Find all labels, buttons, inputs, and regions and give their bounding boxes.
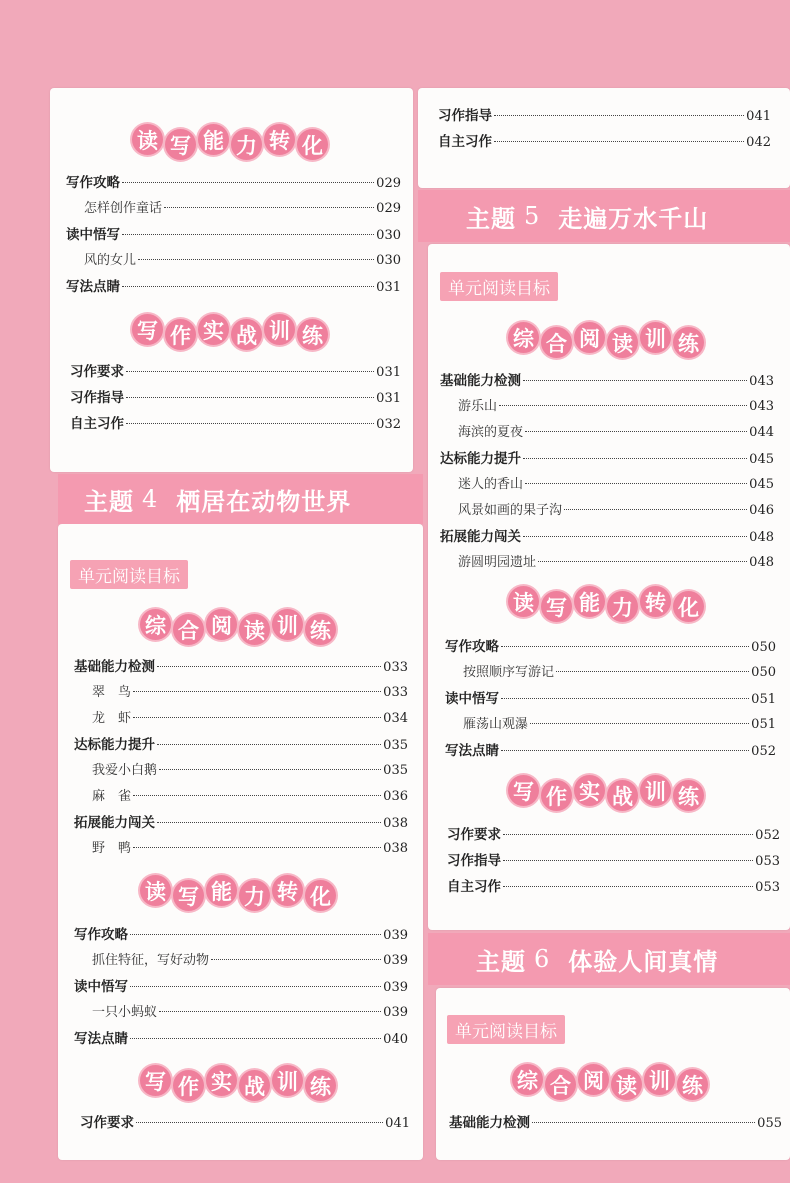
toc-entry[interactable] — [84, 249, 401, 268]
section-title — [508, 775, 704, 811]
toc-entry-title: 一只小蚂蚁 — [92, 1005, 158, 1020]
toc-entry-page: 042 — [746, 135, 771, 150]
unit-goal-label-right-2: 单元阅读目标 — [447, 1015, 565, 1044]
section-title-char: 训 — [264, 314, 295, 345]
leader-dots — [523, 380, 747, 381]
section-title-char: 读 — [607, 327, 638, 358]
section-title-char: 训 — [640, 322, 671, 353]
toc-entry-page: 051 — [751, 692, 776, 707]
toc-entry[interactable] — [445, 739, 776, 759]
toc-entry-title: 龙 虾 — [92, 711, 132, 726]
leader-dots — [138, 259, 374, 260]
toc-entry-page: 031 — [376, 280, 401, 295]
toc-entry[interactable] — [458, 499, 774, 518]
toc-entry-title: 风的女儿 — [84, 253, 137, 268]
toc-entry[interactable] — [438, 104, 771, 124]
leader-dots — [122, 234, 374, 235]
section-title-char: 合 — [541, 327, 572, 358]
toc-entry-page: 053 — [755, 854, 780, 869]
toc-entry-page: 053 — [755, 880, 780, 895]
toc-entry[interactable] — [458, 473, 774, 492]
toc-entry-title: 习作要求 — [70, 364, 124, 380]
leader-dots — [133, 795, 381, 796]
toc-entry[interactable] — [84, 197, 401, 216]
toc-entry-page: 032 — [376, 417, 401, 432]
toc-entry-page: 039 — [383, 928, 408, 943]
leader-dots — [126, 371, 374, 372]
section-title-char: 写 — [165, 129, 196, 160]
toc-entry[interactable] — [70, 386, 401, 406]
section-title-char: 力 — [231, 129, 262, 160]
toc-entry-title: 游圆明园遗址 — [458, 555, 537, 570]
toc-entry-page: 045 — [749, 452, 774, 467]
toc-entry[interactable] — [445, 687, 776, 707]
toc-entry-page: 029 — [376, 176, 401, 191]
toc-entry[interactable] — [458, 551, 774, 570]
theme-4-band — [58, 474, 423, 524]
toc-entry-title: 麻 雀 — [92, 789, 132, 804]
toc-entry-title: 怎样创作童话 — [84, 201, 163, 216]
section-title-char: 读 — [132, 124, 163, 155]
toc-entry-title: 写法点睛 — [74, 1031, 128, 1047]
toc-entry-title: 海滨的夏夜 — [458, 425, 524, 440]
toc-entry[interactable] — [80, 1111, 410, 1131]
theme-6-label: 主题 — [476, 947, 526, 976]
toc-entry-title: 读中悟写 — [66, 227, 120, 243]
toc-entry-page: 033 — [383, 660, 408, 675]
section-title-char: 写 — [541, 591, 572, 622]
toc-entry[interactable] — [458, 395, 774, 414]
leader-dots — [159, 769, 381, 770]
toc-entry-title: 我爱小白鹅 — [92, 763, 158, 778]
toc-entry[interactable] — [74, 733, 408, 753]
section-title-char: 读 — [508, 586, 539, 617]
section-title-char: 阅 — [574, 322, 605, 353]
toc-entry-page: 031 — [376, 365, 401, 380]
toc-entry-page: 035 — [383, 738, 408, 753]
leader-dots — [159, 1011, 381, 1012]
toc-entry[interactable] — [74, 811, 408, 831]
section-title-char: 综 — [512, 1064, 543, 1095]
section-title — [140, 875, 336, 911]
section-title-char: 作 — [173, 1070, 204, 1101]
section-title-char: 练 — [305, 614, 336, 645]
leader-dots — [133, 717, 381, 718]
leader-dots — [157, 744, 381, 745]
toc-entry[interactable] — [440, 525, 774, 545]
toc-entry[interactable] — [92, 949, 408, 968]
toc-entry[interactable] — [463, 713, 776, 732]
section-title — [140, 609, 336, 645]
toc-entry[interactable] — [92, 681, 408, 700]
leader-dots — [126, 423, 374, 424]
leader-dots — [523, 536, 747, 537]
toc-entry-page: 030 — [376, 228, 401, 243]
toc-entry-title: 风景如画的果子沟 — [458, 503, 563, 518]
toc-entry-title: 抓住特征，写好动物 — [92, 953, 210, 968]
toc-entry-title: 基础能力检测 — [440, 373, 521, 389]
leader-dots — [157, 822, 381, 823]
toc-entry-page: 039 — [383, 980, 408, 995]
section-title-char: 练 — [673, 780, 704, 811]
leader-dots — [136, 1122, 383, 1123]
section-title-char: 合 — [173, 614, 204, 645]
section-title-char: 写 — [132, 314, 163, 345]
toc-entry[interactable] — [66, 171, 401, 191]
toc-entry-title: 写作攻略 — [66, 175, 120, 191]
leader-dots — [525, 483, 747, 484]
toc-entry[interactable] — [447, 823, 780, 843]
leader-dots — [130, 986, 381, 987]
section-title-char: 综 — [140, 609, 171, 640]
toc-entry-title: 习作指导 — [438, 108, 492, 124]
toc-entry-title: 基础能力检测 — [449, 1115, 530, 1131]
section-title — [508, 586, 704, 622]
leader-dots — [501, 750, 749, 751]
leader-dots — [503, 860, 753, 861]
leader-dots — [538, 561, 747, 562]
section-title — [508, 322, 704, 358]
leader-dots — [494, 115, 744, 116]
leader-dots — [126, 397, 374, 398]
section-title-char: 训 — [640, 775, 671, 806]
leader-dots — [523, 458, 747, 459]
toc-entry-page: 046 — [749, 503, 774, 518]
section-title-char: 能 — [206, 875, 237, 906]
toc-entry-title: 读中悟写 — [74, 979, 128, 995]
toc-entry[interactable] — [449, 1111, 782, 1131]
section-title-char: 能 — [574, 586, 605, 617]
toc-entry-page: 050 — [751, 640, 776, 655]
leader-dots — [133, 847, 381, 848]
theme-5-band — [418, 190, 790, 242]
section-title-char: 转 — [264, 124, 295, 155]
section-title-char: 练 — [673, 327, 704, 358]
section-title-char: 练 — [677, 1069, 708, 1100]
toc-entry-title: 写法点睛 — [66, 279, 120, 295]
section-title-char: 化 — [297, 129, 328, 160]
toc-entry-page: 036 — [383, 789, 408, 804]
toc-entry-page: 041 — [746, 109, 771, 124]
theme-6-title: 体验人间真情 — [568, 947, 719, 976]
theme-4-label: 主题 — [84, 487, 134, 516]
leader-dots — [503, 886, 753, 887]
toc-entry-title: 基础能力检测 — [74, 659, 155, 675]
section-title-char: 练 — [305, 1070, 336, 1101]
leader-dots — [501, 698, 749, 699]
toc-entry-page: 034 — [383, 711, 408, 726]
toc-entry-page: 041 — [385, 1116, 410, 1131]
section-title-char: 阅 — [206, 609, 237, 640]
toc-entry-page: 048 — [749, 555, 774, 570]
toc-entry[interactable] — [66, 223, 401, 243]
section-title — [132, 314, 328, 350]
toc-entry[interactable] — [74, 1027, 408, 1047]
toc-entry-title: 习作要求 — [447, 827, 501, 843]
section-title-char: 阅 — [578, 1064, 609, 1095]
leader-dots — [133, 691, 381, 692]
toc-entry-title: 自主习作 — [70, 416, 124, 432]
section-title — [140, 1065, 336, 1101]
toc-entry-page: 044 — [749, 425, 774, 440]
toc-entry[interactable] — [74, 655, 408, 675]
toc-entry-page: 052 — [751, 744, 776, 759]
toc-entry[interactable] — [92, 785, 408, 804]
unit-goal-label-left: 单元阅读目标 — [70, 560, 188, 589]
section-title-char: 战 — [607, 780, 638, 811]
toc-entry[interactable] — [447, 849, 780, 869]
toc-entry-title: 自主习作 — [447, 879, 501, 895]
section-title — [132, 124, 328, 160]
toc-entry[interactable] — [438, 130, 771, 150]
toc-entry-page: 031 — [376, 391, 401, 406]
toc-entry-title: 写作攻略 — [445, 639, 499, 655]
toc-entry-page: 055 — [757, 1116, 782, 1131]
section-title-char: 实 — [574, 775, 605, 806]
toc-entry-page: 030 — [376, 253, 401, 268]
toc-entry[interactable] — [70, 360, 401, 380]
leader-dots — [130, 1038, 381, 1039]
section-title-char: 训 — [644, 1064, 675, 1095]
section-title-char: 训 — [272, 609, 303, 640]
toc-entry-page: 050 — [751, 665, 776, 680]
leader-dots — [532, 1122, 755, 1123]
toc-entry-page: 038 — [383, 816, 408, 831]
section-title-char: 训 — [272, 1065, 303, 1096]
section-title-char: 转 — [272, 875, 303, 906]
toc-entry[interactable] — [447, 875, 780, 895]
toc-entry-title: 按照顺序写游记 — [463, 665, 555, 680]
leader-dots — [164, 207, 374, 208]
toc-entry-page: 033 — [383, 685, 408, 700]
toc-entry[interactable] — [463, 661, 776, 680]
toc-entry-page: 035 — [383, 763, 408, 778]
section-title-char: 实 — [198, 314, 229, 345]
unit-goal-label-right: 单元阅读目标 — [440, 272, 558, 301]
toc-entry-title: 达标能力提升 — [74, 737, 155, 753]
toc-entry[interactable] — [66, 275, 401, 295]
leader-dots — [122, 286, 374, 287]
leader-dots — [494, 141, 744, 142]
section-title-char: 读 — [611, 1069, 642, 1100]
toc-entry-title: 读中悟写 — [445, 691, 499, 707]
toc-entry[interactable] — [92, 707, 408, 726]
section-title-char: 战 — [231, 319, 262, 350]
leader-dots — [499, 405, 747, 406]
toc-entry-title: 游乐山 — [458, 399, 498, 414]
toc-entry-page: 043 — [749, 399, 774, 414]
section-title — [512, 1064, 708, 1100]
section-title-char: 力 — [607, 591, 638, 622]
toc-entry-title: 雁荡山观瀑 — [463, 717, 529, 732]
leader-dots — [564, 509, 747, 510]
toc-entry-title: 习作要求 — [80, 1115, 134, 1131]
section-title-char: 综 — [508, 322, 539, 353]
theme-5-title: 走遍万水千山 — [558, 204, 709, 233]
toc-entry[interactable] — [70, 412, 401, 432]
section-title-char: 作 — [165, 319, 196, 350]
toc-entry-page: 051 — [751, 717, 776, 732]
toc-entry-page: 039 — [383, 1005, 408, 1020]
toc-entry-page: 048 — [749, 530, 774, 545]
toc-entry[interactable] — [440, 369, 774, 389]
section-title-char: 转 — [640, 586, 671, 617]
leader-dots — [130, 934, 381, 935]
section-title-char: 能 — [198, 124, 229, 155]
theme-6-band — [428, 933, 790, 985]
leader-dots — [556, 671, 749, 672]
section-title-char: 化 — [673, 591, 704, 622]
toc-entry-title: 写法点睛 — [445, 743, 499, 759]
toc-entry-page: 029 — [376, 201, 401, 216]
toc-entry-title: 达标能力提升 — [440, 451, 521, 467]
section-title-char: 力 — [239, 880, 270, 911]
leader-dots — [157, 666, 381, 667]
toc-entry-page: 038 — [383, 841, 408, 856]
toc-entry-page: 045 — [749, 477, 774, 492]
section-title-char: 实 — [206, 1065, 237, 1096]
leader-dots — [122, 182, 374, 183]
toc-entry[interactable] — [440, 447, 774, 467]
toc-entry-title: 野 鸭 — [92, 841, 132, 856]
toc-entry[interactable] — [74, 923, 408, 943]
section-title-char: 写 — [173, 880, 204, 911]
toc-entry-title: 习作指导 — [70, 390, 124, 406]
section-title-char: 合 — [545, 1069, 576, 1100]
toc-entry-title: 迷人的香山 — [458, 477, 524, 492]
toc-entry-page: 052 — [755, 828, 780, 843]
toc-entry-title: 写作攻略 — [74, 927, 128, 943]
toc-entry-title: 拓展能力闯关 — [440, 529, 521, 545]
theme-4-number: 4 — [142, 485, 159, 513]
toc-entry[interactable] — [92, 837, 408, 856]
toc-entry[interactable] — [92, 759, 408, 778]
toc-entry-page: 043 — [749, 374, 774, 389]
leader-dots — [503, 834, 753, 835]
section-title-char: 读 — [140, 875, 171, 906]
section-title-char: 读 — [239, 614, 270, 645]
toc-entry[interactable] — [445, 635, 776, 655]
section-title-char: 练 — [297, 319, 328, 350]
leader-dots — [501, 646, 749, 647]
section-title-char: 写 — [140, 1065, 171, 1096]
section-title-char: 化 — [305, 880, 336, 911]
toc-entry[interactable] — [458, 421, 774, 440]
theme-6-number: 6 — [534, 945, 551, 973]
theme-4-title: 栖居在动物世界 — [176, 487, 352, 516]
section-title-char: 写 — [508, 775, 539, 806]
theme-5-label: 主题 — [466, 204, 516, 233]
theme-5-number: 5 — [524, 202, 541, 230]
toc-entry-page: 040 — [383, 1032, 408, 1047]
toc-entry[interactable] — [92, 1001, 408, 1020]
toc-entry-title: 拓展能力闯关 — [74, 815, 155, 831]
toc-entry-title: 翠 鸟 — [92, 685, 132, 700]
leader-dots — [211, 959, 381, 960]
section-title-char: 战 — [239, 1070, 270, 1101]
toc-entry-title: 习作指导 — [447, 853, 501, 869]
toc-entry[interactable] — [74, 975, 408, 995]
toc-entry-title: 自主习作 — [438, 134, 492, 150]
leader-dots — [525, 431, 747, 432]
section-title-char: 作 — [541, 780, 572, 811]
leader-dots — [530, 723, 749, 724]
toc-entry-page: 039 — [383, 953, 408, 968]
